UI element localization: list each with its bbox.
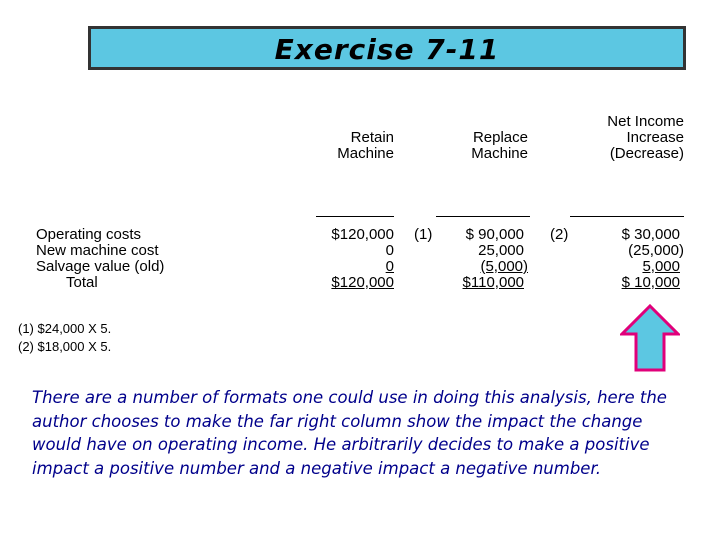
cell-retain-new-machine: 0 <box>385 242 394 259</box>
footnote-marker-1: (1) <box>414 226 433 243</box>
row-label-operating: Operating costs <box>36 226 142 243</box>
header-replace <box>471 130 528 162</box>
cell-replace-new-machine: 25,000 <box>478 242 524 259</box>
title-banner <box>88 26 686 70</box>
cell-replace-operating: $ 90,000 <box>465 226 524 243</box>
footnote-1: (1) $24,000 X 5. <box>18 321 112 336</box>
cell-replace-total: $110,000 <box>462 274 524 291</box>
rule-net <box>570 216 684 217</box>
header-retain-line1: Retain <box>350 129 394 146</box>
cell-net-operating: $ 30,000 <box>621 226 680 243</box>
header-net-line3: (Decrease) <box>609 145 684 162</box>
header-retain <box>337 130 394 162</box>
header-net-line2: Increase <box>626 129 684 146</box>
row-label-salvage: Salvage value (old) <box>36 258 165 275</box>
cell-retain-total: $120,000 <box>331 274 394 291</box>
header-replace-line2: Machine <box>471 145 528 162</box>
rule-retain <box>316 216 394 217</box>
header-retain-line2: Machine <box>337 145 394 162</box>
row-label-new-machine: New machine cost <box>36 242 159 259</box>
up-arrow-shape <box>622 306 678 370</box>
footnote-2: (2) $18,000 X 5. <box>18 339 112 354</box>
up-arrow-icon <box>620 304 680 374</box>
row-label-total: Total <box>66 274 98 291</box>
header-net-line1: Net Income <box>607 113 684 130</box>
header-net <box>607 114 684 162</box>
footnote-marker-2: (2) <box>550 226 569 243</box>
cell-retain-operating: $120,000 <box>331 226 394 243</box>
cell-retain-salvage: 0 <box>385 258 394 275</box>
cell-net-new-machine: (25,000) <box>628 242 684 259</box>
cell-net-salvage: 5,000 <box>642 258 680 275</box>
rule-replace <box>436 216 530 217</box>
cell-replace-salvage: (5,000) <box>480 258 528 275</box>
page-title: Exercise 7-11 <box>274 32 500 66</box>
header-replace-line1: Replace <box>472 129 528 146</box>
cell-net-total: $ 10,000 <box>621 274 680 291</box>
explanation-paragraph: There are a number of formats one could use in doing this analysis, here the author chooses to make the far right column show the impact the change would have on operating income. He arbitrarily decides to make a positive impact a positive number and a negative impact a negative number. <box>32 388 667 478</box>
